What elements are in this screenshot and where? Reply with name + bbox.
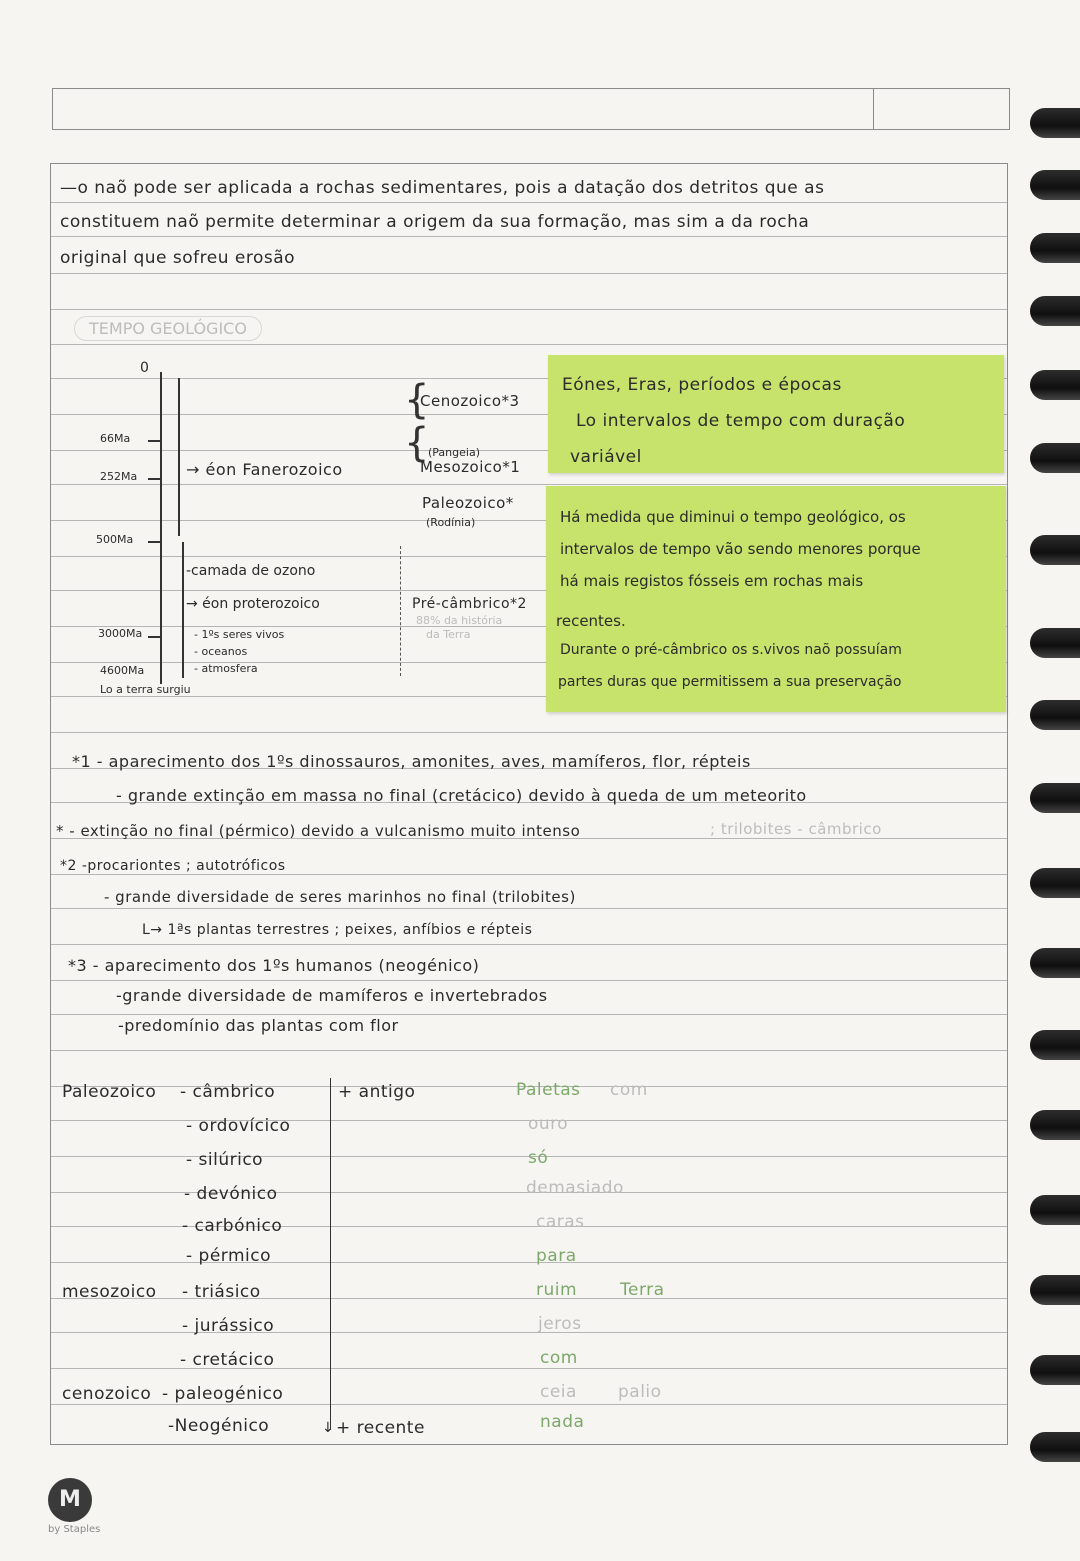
atmosphere: - atmosfera <box>194 662 258 675</box>
note-3a: *3 - aparecimento dos 1ºs humanos (neogénico) <box>68 956 480 975</box>
era-label-cenozoic: cenozoico <box>62 1384 152 1404</box>
sticky1-line-1: Eónes, Eras, períodos e épocas <box>562 375 842 395</box>
note-3b: -grande diversidade de mamíferos e invertebrados <box>116 986 548 1005</box>
mnemonic-11: nada <box>540 1412 585 1432</box>
mnemonic-6: para <box>536 1246 577 1266</box>
sticky2-line-1: Há medida que diminui o tempo geológico, os <box>560 508 906 526</box>
earth-formed-note: Lo a terra surgiu <box>100 683 191 696</box>
spiral-binding <box>1020 0 1080 1561</box>
period-cambrian: - câmbrico <box>180 1082 276 1102</box>
period-devonian: - devónico <box>184 1184 278 1204</box>
period-jurassic: - jurássico <box>182 1316 275 1336</box>
mnemonic-7b: Terra <box>620 1280 665 1300</box>
precambrian-percent: 88% da história <box>416 614 503 627</box>
label-66ma: 66Ma <box>100 432 131 445</box>
mnemonic-5: caras <box>536 1212 585 1232</box>
proterozoic-bracket <box>182 542 184 678</box>
section-title: TEMPO GEOLÓGICO <box>74 316 262 341</box>
precambrian-dashed <box>400 546 401 676</box>
era-brace: { <box>404 377 430 423</box>
timeline-zero: 0 <box>140 360 149 376</box>
era-paleozoic: Paleozoico* <box>422 494 514 512</box>
intro-line-2: constituem naõ permite determinar a origem da sua formação, mas sim a da rocha <box>60 212 810 232</box>
era-label-mesozoic: mesozoico <box>62 1282 157 1302</box>
period-carboniferous: - carbónico <box>182 1216 283 1236</box>
sticky1-line-3: variável <box>570 447 642 467</box>
note-0a: * - extinção no final (pérmico) devido a vulcanismo muito intenso <box>56 822 581 840</box>
period-cretaceous: - cretácico <box>180 1350 275 1370</box>
sticky-note-fossils <box>546 486 1006 712</box>
sticky2-line-5: Durante o pré-câmbrico os s.vivos naõ possuíam <box>560 642 902 658</box>
mnemonic-1a: Paletas <box>516 1080 581 1100</box>
eon-proterozoic: → éon proterozoico <box>186 596 320 612</box>
period-neogene: -Neogénico <box>168 1416 270 1436</box>
note-0b: ; trilobites - câmbrico <box>710 820 882 838</box>
note-2a: *2 -procariontes ; autotróficos <box>60 858 286 874</box>
brand-logo: M <box>48 1478 92 1522</box>
era-label-paleozoic: Paleozoico <box>62 1082 157 1102</box>
sticky1-line-2: Lo intervalos de tempo com duração <box>576 411 906 431</box>
period-permian: - pérmico <box>186 1246 272 1266</box>
oldest-label: + antigo <box>338 1082 416 1102</box>
mnemonic-1b: com <box>610 1080 648 1100</box>
sticky2-line-4: recentes. <box>556 612 626 630</box>
brand-tagline: by Staples <box>48 1524 101 1535</box>
mnemonic-10a: ceia <box>540 1382 577 1402</box>
mnemonic-3: só <box>528 1148 549 1168</box>
sticky2-line-2: intervalos de tempo vão sendo menores porque <box>560 540 921 558</box>
label-4600ma: 4600Ma <box>100 664 145 677</box>
period-ordovician: - ordovícico <box>186 1116 291 1136</box>
era-mesozoic: Mesozoico*1 <box>420 458 521 476</box>
sticky-note-eons <box>548 355 1004 473</box>
notebook-page: —o naõ pode ser aplicada a rochas sedimentares, pois a datação dos detritos que as constituem naõ permite determinar a origem da sua formação, mas sim a da rocha original que sofreu erosão TEMPO GEOLÓGICO 0 66Ma 252Ma 500Ma 3000Ma 4600Ma Lo a terra surgiu → éon Fanerozoico -camada de ozono → éon proterozoico - 1ºs seres vivos - oceanos - atmosfera { { Cenozoico*3 (Pangeia) Mesozoico*1 Paleozoico* (Rodínia) Pré-câmbrico*2 88% da história da Terra Eónes, Eras, períodos e épocas Lo intervalos de tempo com duração variável Há medida que diminui o tempo geológico, os intervalos de tempo vão sendo menores porque há mais registos fósseis em rochas mais recentes. Durante o pré-câmbrico os s.vivos naõ possuíam partes duras que permitissem a sua preservação *1 - aparecimento dos 1ºs dinossauros, amonites, aves, mamíferos, flor, répteis - grande extinção em massa no final (cretácico) devido à queda de um meteorito * - extinção no final (pérmico) devido a vulcanismo muito intenso ; trilobites - câmbrico *2 -procariontes ; autotróficos - grande diversidade de seres marinhos no final (trilobites) L→ 1ªs plantas terrestres ; peixes, anfíbios e répteis *3 - aparecimento dos 1ºs humanos (neogénico) -grande diversidade de mamíferos e invertebrados -predomínio das plantas com flor Paleozoico mesozoico cenozoico - câmbrico - ordovícico - silúrico - devónico - carbónico - pérmico - triásico - jurássico - cretácico - paleogénico -Neogénico ↓ + antigo + recente Paletas com ouro só demasiado caras para ruim Terra jeros com ceia palio nada M by Staples <box>0 0 1080 1561</box>
age-arrow-head: ↓ <box>322 1420 334 1436</box>
oceans: - oceanos <box>194 645 248 658</box>
mnemonic-10b: palio <box>618 1382 662 1402</box>
label-252ma: 252Ma <box>100 470 138 483</box>
period-triassic: - triásico <box>182 1282 261 1302</box>
pangeia-note: (Pangeia) <box>428 446 480 459</box>
mnemonic-7a: ruim <box>536 1280 578 1300</box>
era-cenozoic: Cenozoico*3 <box>420 392 520 410</box>
precambrian-percent-2: da Terra <box>426 628 471 641</box>
mnemonic-9: com <box>540 1348 578 1368</box>
sticky2-line-6: partes duras que permitissem a sua preservação <box>558 674 902 690</box>
period-silurian: - silúrico <box>186 1150 264 1170</box>
mnemonic-8: jeros <box>538 1314 582 1334</box>
first-life: - 1ºs seres vivos <box>194 628 285 641</box>
era-precambrian: Pré-câmbrico*2 <box>412 596 527 612</box>
intro-line-3: original que sofreu erosão <box>60 248 296 268</box>
note-2b: - grande diversidade de seres marinhos no final (trilobites) <box>104 888 576 906</box>
note-1b: - grande extinção em massa no final (cretácico) devido à queda de um meteorito <box>116 786 807 805</box>
mnemonic-4: demasiado <box>526 1178 624 1198</box>
mnemonic-2: ouro <box>528 1114 569 1134</box>
intro-line-1: —o naõ pode ser aplicada a rochas sedimentares, pois a datação dos detritos que as <box>60 178 825 198</box>
eon-phanerozoic: → éon Fanerozoico <box>186 460 343 479</box>
label-3000ma: 3000Ma <box>98 627 143 640</box>
age-arrow <box>330 1078 331 1430</box>
header-box <box>52 88 1010 130</box>
period-paleogene: - paleogénico <box>162 1384 284 1404</box>
note-2c: L→ 1ªs plantas terrestres ; peixes, anfíbios e répteis <box>142 922 533 938</box>
rodinia-note: (Rodínia) <box>426 516 476 529</box>
ozone-layer: -camada de ozono <box>186 563 316 579</box>
phanerozoic-bracket <box>178 378 180 536</box>
newest-label: + recente <box>336 1418 425 1438</box>
note-3c: -predomínio das plantas com flor <box>118 1016 399 1035</box>
sticky2-line-3: há mais registos fósseis em rochas mais <box>560 572 864 590</box>
note-1a: *1 - aparecimento dos 1ºs dinossauros, amonites, aves, mamíferos, flor, répteis <box>72 752 751 771</box>
label-500ma: 500Ma <box>96 533 134 546</box>
